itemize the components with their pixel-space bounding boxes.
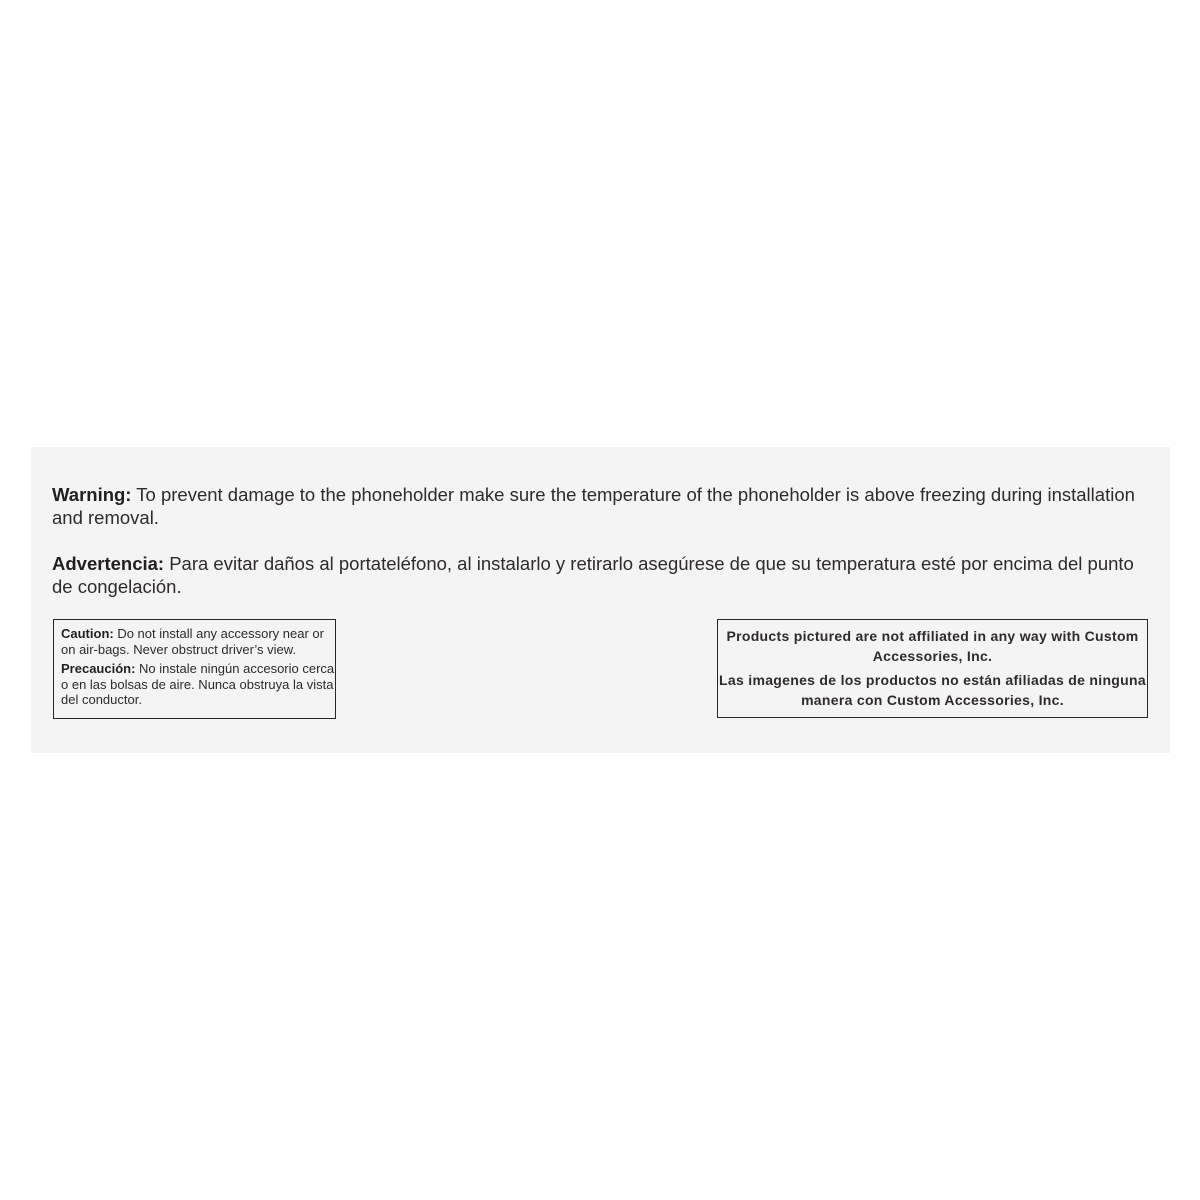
caution-spanish	[61, 661, 335, 708]
advertencia-text: Para evitar daños al portateléfono, al instalarlo y retirarlo asegúrese de que su temperatura esté por encima del punto de congelación.	[52, 553, 1134, 597]
disclaimer-box	[717, 619, 1148, 718]
advertencia-lead: Advertencia:	[52, 553, 165, 574]
precaucion-text: No instale ningún accesorio cerca o en las bolsas de aire. Nunca obstruya la vista del conductor.	[61, 661, 335, 707]
caution-box	[53, 619, 336, 719]
label-panel	[31, 447, 1170, 753]
warning-english	[52, 483, 1152, 529]
caution-lead: Caution:	[61, 626, 114, 641]
caution-text: Do not install any accessory near or on air-bags. Never obstruct driver’s view.	[61, 626, 324, 657]
warning-lead: Warning:	[52, 484, 132, 505]
warning-spanish	[52, 552, 1152, 598]
caution-english	[61, 626, 335, 657]
disclaimer-english: Products pictured are not affiliated in any way with Custom Accessories, Inc.	[726, 628, 1139, 664]
warning-text: To prevent damage to the phoneholder make sure the temperature of the phoneholder is above freezing during installation and removal.	[52, 484, 1135, 528]
precaucion-lead: Precaución:	[61, 661, 136, 676]
disclaimer-spanish: Las imagenes de los productos no están afiliadas de ninguna manera con Custom Accessories, Inc.	[719, 672, 1146, 708]
